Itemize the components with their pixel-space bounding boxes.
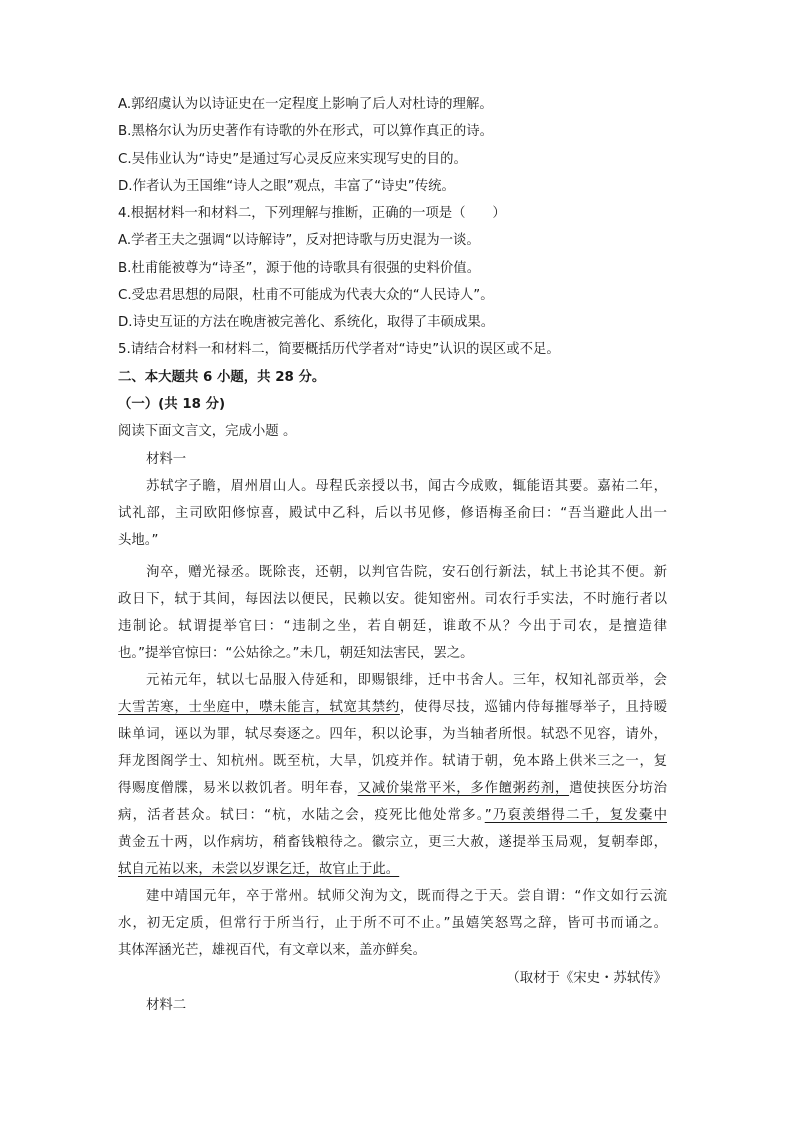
passage-line: 政日下，轼于其间，每因法以便民，民赖以安。徙知密州。司农行手实法，不时施行者以 xyxy=(118,592,667,607)
underlined-sentence: 又减价粜常平米，多作饘粥药剂， xyxy=(357,781,570,796)
q4-option-c: C.受忠君思想的局限，杜甫不可能成为代表大众的“人民诗人”。 xyxy=(118,288,494,303)
section-heading: 二、本大题共 6 小题，共 28 分。 xyxy=(118,370,326,385)
underlined-sentence: 轼自元祐以来，未尝以岁课乞迁，故官止于此。 xyxy=(118,862,400,877)
passage-text: 病，活者甚众。轼曰：“杭，水陆之会，疫死比他处常多。 xyxy=(118,808,485,823)
passage-line: 苏轼字子瞻，眉州眉山人。母程氏亲授以书，闻古今成败，辄能语其要。嘉祐二年， xyxy=(146,479,667,494)
passage-line: 水，初无定质，但常行于所当行，止于所不可不止。”虽嬉笑怒骂之辞，皆可书而诵之。 xyxy=(118,916,667,931)
q3-option-c: C.吴伟业认为“诗史”是通过写心灵反应来实现写史的目的。 xyxy=(118,152,467,167)
passage-line: 试礼部，主司欧阳修惊喜，殿试中乙科，后以书见修，修语梅圣俞曰：“吾当避此人出一 xyxy=(118,506,667,521)
material-2-label: 材料二 xyxy=(146,998,187,1013)
passage-line xyxy=(118,780,667,798)
reading-instruction: 阅读下面文言文，完成小题 。 xyxy=(118,424,297,439)
q3-option-b: B.黑格尔认为历史著作有诗歌的外在形式，可以算作真正的诗。 xyxy=(118,124,493,139)
passage-line: 违制论。轼谓提举官曰：“违制之坐，若自朝廷，谁敢不从？今出于司农，是擅造律 xyxy=(118,619,667,634)
passage-line xyxy=(118,861,678,879)
passage-line: 建中靖国元年，卒于常州。轼师父洵为文，既而得之于天。尝自谓：“作文如行云流 xyxy=(146,889,667,904)
q5-stem: 5.请结合材料一和材料二，简要概括历代学者对“诗史”认识的误区或不足。 xyxy=(118,342,560,357)
q4-option-a: A.学者王夫之强调“以诗解诗”，反对把诗歌与历史混为一谈。 xyxy=(118,233,480,248)
q3-option-a: A.郭绍虞认为以诗证史在一定程度上影响了后人对杜诗的理解。 xyxy=(118,97,493,112)
passage-line xyxy=(118,807,667,825)
passage-line: 元祐元年，轼以七品服入侍延和，即赐银绯，迁中书舍人。三年，权知礼部贡举，会 xyxy=(146,673,667,688)
passage-line: 其体浑涵光芒，雄视百代，有文章以来，盖亦鲜矣。 xyxy=(118,943,426,958)
passage-line xyxy=(118,699,667,717)
underlined-sentence: 大雪苦寒，士坐庭中，噤未能言，轼宽其禁约 xyxy=(118,700,400,715)
passage-line: 黄金五十两，以作病坊，稍畜钱粮待之。徽宗立，更三大赦，遂提举玉局观，复朝奉郎， xyxy=(118,835,667,850)
passage-source: （取材于《宋史・苏轼传》 xyxy=(506,971,667,986)
underlined-sentence: ”乃裒羡缗得二千，复发橐中 xyxy=(484,808,667,823)
q4-option-b: B.杜甫能被尊为“诗圣”，源于他的诗歌具有很强的史料价值。 xyxy=(118,261,481,276)
subsection-heading: （一）(共 18 分) xyxy=(118,397,226,412)
passage-text: 遣使挟医分坊治 xyxy=(569,781,668,796)
passage-text: ，使得尽技，巡铺内侍每摧辱举子，且持暧 xyxy=(399,700,668,715)
passage-line: 昧单词，诬以为罪，轼尽奏逐之。四年，积以论事，为当轴者所恨。轼恐不见容，请外， xyxy=(118,727,667,742)
material-1-label: 材料一 xyxy=(146,452,187,467)
q3-option-d: D.作者认为王国维“诗人之眼”观点，丰富了“诗史”传统。 xyxy=(118,179,455,194)
passage-line: 洵卒，赠光禄丞。既除丧，还朝，以判官告院，安石创行新法，轼上书论其不便。新 xyxy=(146,565,667,580)
q4-stem: 4.根据材料一和材料二，下列理解与推断，正确的一项是（ ） xyxy=(118,206,506,221)
passage-text: 得赐度僧牒，易米以救饥者。明年春， xyxy=(118,781,358,796)
passage-line: 拜龙图阁学士、知杭州。既至杭，大旱，饥疫并作。轼请于朝，免本路上供米三之一，复 xyxy=(118,754,667,769)
passage-line: 头地。” xyxy=(118,533,159,548)
q4-option-d: D.诗史互证的方法在晚唐被完善化、系统化，取得了丰硕成果。 xyxy=(118,315,495,330)
passage-line: 也。”提举官惊曰：“公姑徐之。”未几，朝廷知法害民，罢之。 xyxy=(118,646,474,661)
